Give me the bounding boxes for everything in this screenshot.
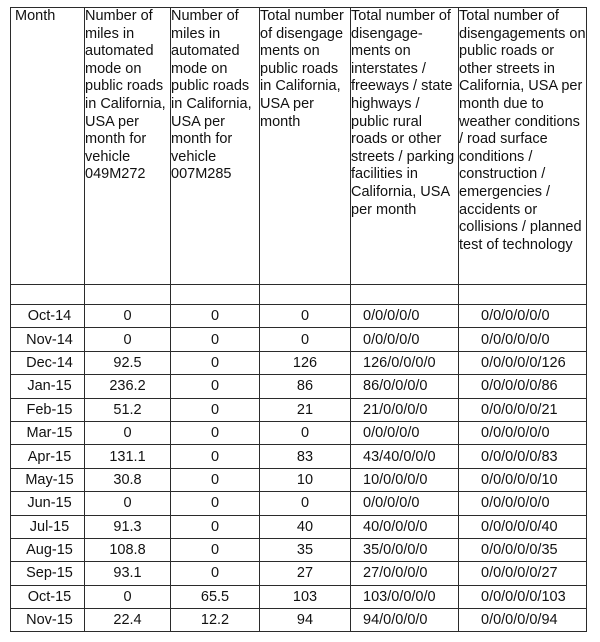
table-row (11, 421, 587, 444)
cause-breakdown-cell: 0/0/0/0/0/0 (459, 492, 587, 515)
total-disengagements-cell: 94 (260, 609, 351, 632)
table-row (11, 515, 587, 538)
cause-breakdown-cell: 0/0/0/0/0/27 (459, 562, 587, 585)
miles-049m272-cell: 0 (85, 421, 171, 444)
miles-007m285-cell: 0 (171, 515, 260, 538)
spacer-cell (459, 285, 587, 305)
table-row (11, 538, 587, 561)
road-type-breakdown-cell: 10/0/0/0/0 (351, 468, 459, 491)
month-cell: Jun-15 (11, 492, 85, 515)
table-row (11, 445, 587, 468)
road-type-breakdown-cell: 103/0/0/0/0 (351, 585, 459, 608)
month-cell: Apr-15 (11, 445, 85, 468)
cause-breakdown-cell: 0/0/0/0/0/0 (459, 305, 587, 328)
month-cell: Mar-15 (11, 421, 85, 444)
month-cell: May-15 (11, 468, 85, 491)
cause-breakdown-cell: 0/0/0/0/0/126 (459, 351, 587, 374)
spacer-cell (260, 285, 351, 305)
miles-049m272-cell: 30.8 (85, 468, 171, 491)
total-disengagements-cell: 86 (260, 375, 351, 398)
miles-049m272-cell: 0 (85, 492, 171, 515)
road-type-breakdown-cell: 94/0/0/0/0 (351, 609, 459, 632)
header-row (11, 8, 587, 285)
total-disengagements-cell: 10 (260, 468, 351, 491)
road-type-breakdown-cell: 40/0/0/0/0 (351, 515, 459, 538)
miles-007m285-cell: 65.5 (171, 585, 260, 608)
cause-breakdown-cell: 0/0/0/0/0/83 (459, 445, 587, 468)
total-disengagements-cell: 40 (260, 515, 351, 538)
table-row (11, 562, 587, 585)
cause-breakdown-cell: 0/0/0/0/0/0 (459, 328, 587, 351)
month-cell: Aug-15 (11, 538, 85, 561)
header-disengagements-by-cause: Total number of disengagements on public roads or other streets in California, USA per month due to weather conditions / road surface conditions / construction / emergencies / accidents or collisions / planned test of technology (459, 8, 587, 285)
miles-049m272-cell: 0 (85, 585, 171, 608)
spacer-cell (351, 285, 459, 305)
total-disengagements-cell: 21 (260, 398, 351, 421)
disengagement-table (10, 7, 587, 632)
table-row (11, 492, 587, 515)
road-type-breakdown-cell: 27/0/0/0/0 (351, 562, 459, 585)
table-row (11, 585, 587, 608)
miles-007m285-cell: 0 (171, 445, 260, 468)
road-type-breakdown-cell: 35/0/0/0/0 (351, 538, 459, 561)
table-row (11, 398, 587, 421)
miles-049m272-cell: 0 (85, 305, 171, 328)
cause-breakdown-cell: 0/0/0/0/0/86 (459, 375, 587, 398)
header-miles-049m272: Number of miles in automated mode on public roads in California, USA per month for vehicle 049M272 (85, 8, 171, 285)
header-month: Month (11, 8, 85, 285)
total-disengagements-cell: 103 (260, 585, 351, 608)
miles-007m285-cell: 0 (171, 328, 260, 351)
miles-007m285-cell: 0 (171, 375, 260, 398)
cause-breakdown-cell: 0/0/0/0/0/40 (459, 515, 587, 538)
total-disengagements-cell: 0 (260, 492, 351, 515)
total-disengagements-cell: 0 (260, 305, 351, 328)
table-row (11, 328, 587, 351)
month-cell: Nov-15 (11, 609, 85, 632)
header-disengagements-by-road-type: Total number of disengage- ments on interstates / freeways / state highways / public rural roads or other streets / parking facilities in California, USA per month (351, 8, 459, 285)
miles-049m272-cell: 236.2 (85, 375, 171, 398)
cause-breakdown-cell: 0/0/0/0/0/94 (459, 609, 587, 632)
month-cell: Jan-15 (11, 375, 85, 398)
spacer-cell (171, 285, 260, 305)
miles-049m272-cell: 91.3 (85, 515, 171, 538)
road-type-breakdown-cell: 0/0/0/0/0 (351, 328, 459, 351)
total-disengagements-cell: 126 (260, 351, 351, 374)
total-disengagements-cell: 83 (260, 445, 351, 468)
miles-049m272-cell: 22.4 (85, 609, 171, 632)
miles-007m285-cell: 0 (171, 562, 260, 585)
miles-007m285-cell: 0 (171, 351, 260, 374)
miles-049m272-cell: 108.8 (85, 538, 171, 561)
month-cell: Oct-15 (11, 585, 85, 608)
total-disengagements-cell: 35 (260, 538, 351, 561)
miles-049m272-cell: 0 (85, 328, 171, 351)
spacer-cell (11, 285, 85, 305)
month-cell: Jul-15 (11, 515, 85, 538)
cause-breakdown-cell: 0/0/0/0/0/103 (459, 585, 587, 608)
table-row (11, 305, 587, 328)
table-row (11, 351, 587, 374)
total-disengagements-cell: 27 (260, 562, 351, 585)
miles-049m272-cell: 131.1 (85, 445, 171, 468)
spacer-cell (85, 285, 171, 305)
month-cell: Sep-15 (11, 562, 85, 585)
total-disengagements-cell: 0 (260, 421, 351, 444)
table-row (11, 468, 587, 491)
road-type-breakdown-cell: 0/0/0/0/0 (351, 492, 459, 515)
month-cell: Oct-14 (11, 305, 85, 328)
month-cell: Dec-14 (11, 351, 85, 374)
road-type-breakdown-cell: 0/0/0/0/0 (351, 421, 459, 444)
spacer-row (11, 285, 587, 305)
miles-007m285-cell: 0 (171, 421, 260, 444)
month-cell: Feb-15 (11, 398, 85, 421)
miles-007m285-cell: 0 (171, 468, 260, 491)
miles-049m272-cell: 93.1 (85, 562, 171, 585)
miles-007m285-cell: 0 (171, 305, 260, 328)
cause-breakdown-cell: 0/0/0/0/0/0 (459, 421, 587, 444)
road-type-breakdown-cell: 86/0/0/0/0 (351, 375, 459, 398)
table-row (11, 375, 587, 398)
road-type-breakdown-cell: 21/0/0/0/0 (351, 398, 459, 421)
miles-007m285-cell: 12.2 (171, 609, 260, 632)
month-cell: Nov-14 (11, 328, 85, 351)
miles-049m272-cell: 51.2 (85, 398, 171, 421)
road-type-breakdown-cell: 126/0/0/0/0 (351, 351, 459, 374)
road-type-breakdown-cell: 0/0/0/0/0 (351, 305, 459, 328)
table-row (11, 609, 587, 632)
road-type-breakdown-cell: 43/40/0/0/0 (351, 445, 459, 468)
cause-breakdown-cell: 0/0/0/0/0/10 (459, 468, 587, 491)
header-total-disengagements: Total number of disengage ments on public roads in California, USA per month (260, 8, 351, 285)
miles-007m285-cell: 0 (171, 398, 260, 421)
miles-007m285-cell: 0 (171, 492, 260, 515)
header-miles-007m285: Number of miles in automated mode on public roads in California, USA per month for vehicle 007M285 (171, 8, 260, 285)
miles-049m272-cell: 92.5 (85, 351, 171, 374)
cause-breakdown-cell: 0/0/0/0/0/21 (459, 398, 587, 421)
cause-breakdown-cell: 0/0/0/0/0/35 (459, 538, 587, 561)
total-disengagements-cell: 0 (260, 328, 351, 351)
miles-007m285-cell: 0 (171, 538, 260, 561)
